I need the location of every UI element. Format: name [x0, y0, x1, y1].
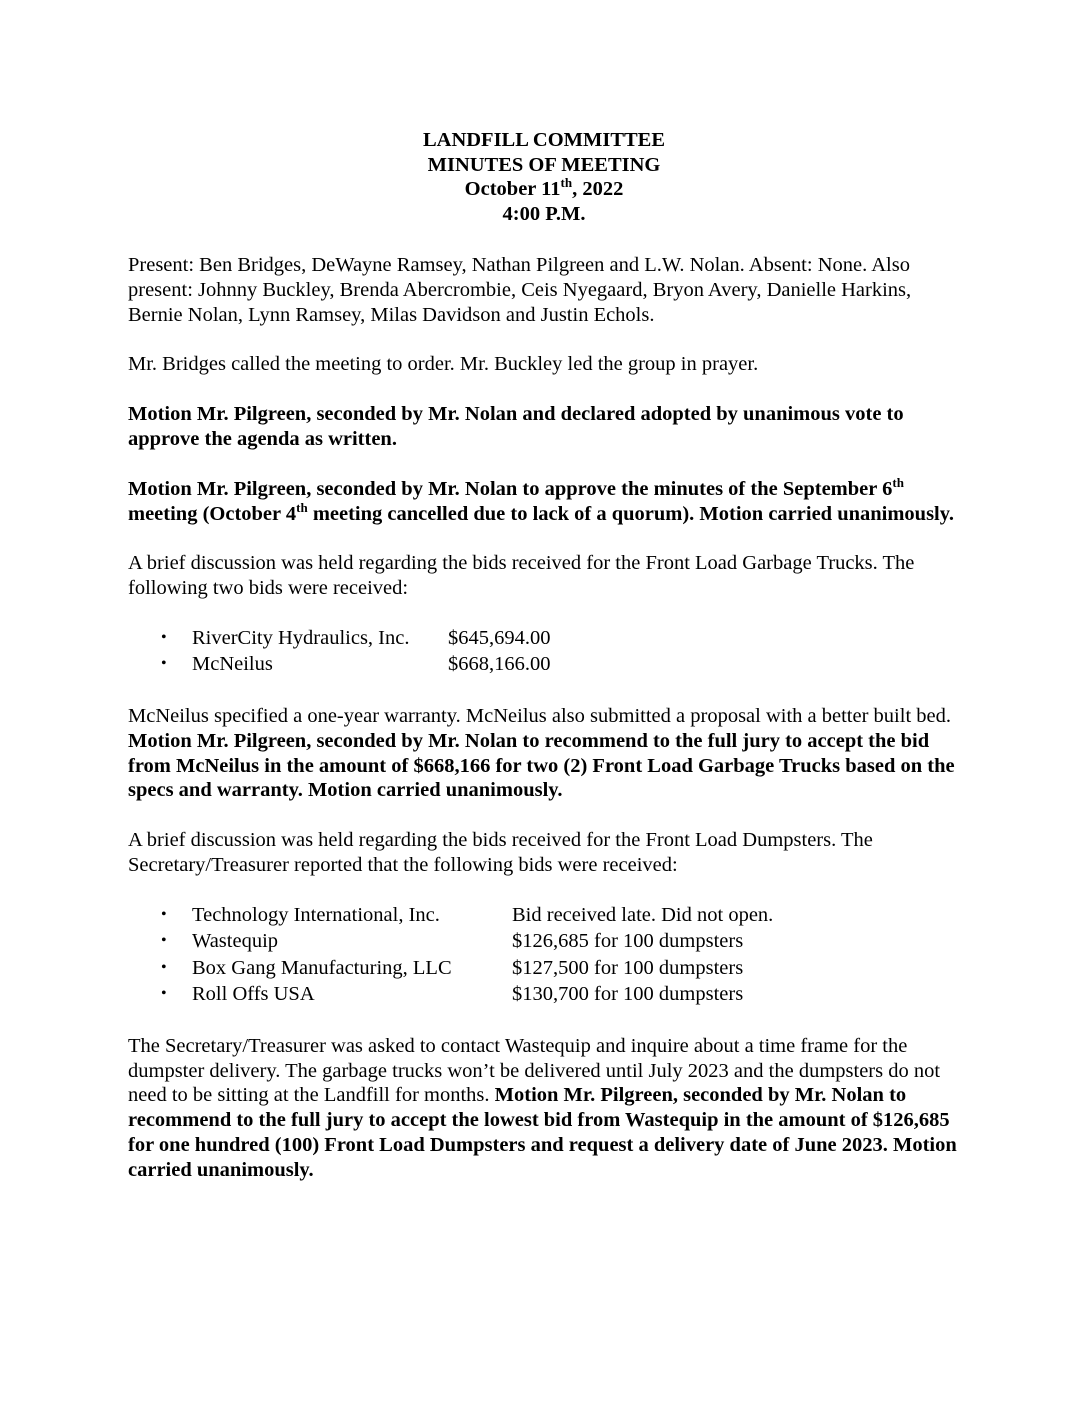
bullet-icon: •	[161, 932, 167, 950]
bullet-icon: •	[161, 905, 167, 923]
dumpsters-intro-paragraph: A brief discussion was held regarding the bids received for the Front Load Dumpsters. The Secretary/Treasurer reported that the following bids were received:	[128, 829, 873, 876]
agenda-motion-paragraph: Motion Mr. Pilgreen, seconded by Mr. Nolan and declared adopted by unanimous vote to approve the agenda as written.	[128, 403, 904, 450]
meeting-date-year: , 2022	[572, 178, 624, 200]
bullet-icon: •	[161, 628, 167, 646]
minutes-body	[128, 253, 968, 1208]
list-item	[128, 929, 968, 956]
meeting-date	[0, 177, 1088, 202]
truck-bids-list	[128, 626, 968, 679]
bid-detail: $127,500 for 100 dumpsters	[512, 956, 744, 979]
minutes-motion-text-1: Motion Mr. Pilgreen, seconded by Mr. Nolan to approve the minutes of the September 6	[128, 477, 893, 500]
trucks-discussion-paragraph	[128, 704, 968, 803]
minutes-motion-text-3: meeting cancelled due to lack of a quorum). Motion carried unanimously.	[307, 502, 954, 525]
meeting-date-suffix: th	[560, 175, 573, 191]
bid-vendor: Technology International, Inc.	[192, 903, 440, 926]
meeting-date-text: October 11	[464, 178, 561, 200]
bullet-icon: •	[161, 985, 167, 1003]
minutes-motion-paragraph	[128, 474, 968, 527]
trucks-discussion-text: McNeilus specified a one-year warranty. McNeilus also submitted a proposal with a better built bed.	[128, 704, 951, 727]
bid-amount: $668,166.00	[448, 653, 551, 676]
bullet-icon: •	[161, 958, 167, 976]
bid-detail: $126,685 for 100 dumpsters	[512, 930, 744, 953]
attendance-paragraph: Present: Ben Bridges, DeWayne Ramsey, Nathan Pilgreen and L.W. Nolan. Absent: None. Also present: Johnny Buckley, Brenda Abercrombie, Ceis Nyegaard, Bryon Avery, Danielle Harkins, Bernie Nolan, Lynn Ramsey, Milas Davidson and Justin Echols.	[128, 254, 912, 326]
trucks-motion-text: Motion Mr. Pilgreen, seconded by Mr. Nolan to recommend to the full jury to accept the bid from McNeilus in the amount of $668,166 for two (2) Front Load Garbage Trucks based on the specs and warranty. Motion carried unanimously.	[128, 729, 955, 802]
bid-vendor: Box Gang Manufacturing, LLC	[192, 956, 452, 979]
list-item	[128, 626, 968, 653]
list-item	[128, 903, 968, 930]
bullet-icon: •	[161, 655, 167, 673]
document-header	[0, 128, 1088, 226]
bid-detail: $130,700 for 100 dumpsters	[512, 983, 744, 1006]
bid-amount: $645,694.00	[448, 626, 551, 649]
minutes-motion-text-2: meeting (October 4	[128, 502, 297, 525]
meeting-time: 4:00 P.M.	[502, 202, 586, 225]
dumpsters-motion-text: Motion Mr. Pilgreen, seconded by Mr. Nolan to recommend to the full jury to accept the lowest bid from Wastequip in the amount of $126,685 for one hundred (100) Front Load Dumpsters and request a delivery date of June 2023. Motion carried unanimously.	[128, 1084, 957, 1181]
minutes-motion-sup-1: th	[892, 474, 904, 490]
call-to-order-paragraph: Mr. Bridges called the meeting to order. Mr. Buckley led the group in prayer.	[128, 353, 759, 376]
bid-vendor: McNeilus	[192, 653, 273, 676]
bid-vendor: Roll Offs USA	[192, 983, 315, 1006]
committee-title: LANDFILL COMMITTEE	[422, 129, 666, 151]
bid-vendor: RiverCity Hydraulics, Inc.	[192, 626, 410, 649]
list-item	[128, 956, 968, 983]
list-item	[128, 982, 968, 1009]
trucks-intro-paragraph: A brief discussion was held regarding the bids received for the Front Load Garbage Trucks. The following two bids were received:	[128, 552, 915, 600]
dumpsters-discussion-text: The Secretary/Treasurer was asked to contact Wastequip and inquire about a time frame for the dumpster delivery. The garbage trucks won’t be delivered until July 2023 and the dumpsters do not need to be sitting at the Landfill for months.	[128, 1034, 941, 1107]
list-item	[128, 652, 968, 679]
minutes-title: MINUTES OF MEETING	[427, 153, 661, 176]
dumpsters-discussion-paragraph	[128, 1034, 968, 1183]
dumpster-bids-list	[128, 903, 968, 1009]
minutes-motion-sup-2: th	[296, 499, 308, 515]
bid-detail: Bid received late. Did not open.	[512, 903, 774, 926]
bid-vendor: Wastequip	[192, 930, 279, 953]
